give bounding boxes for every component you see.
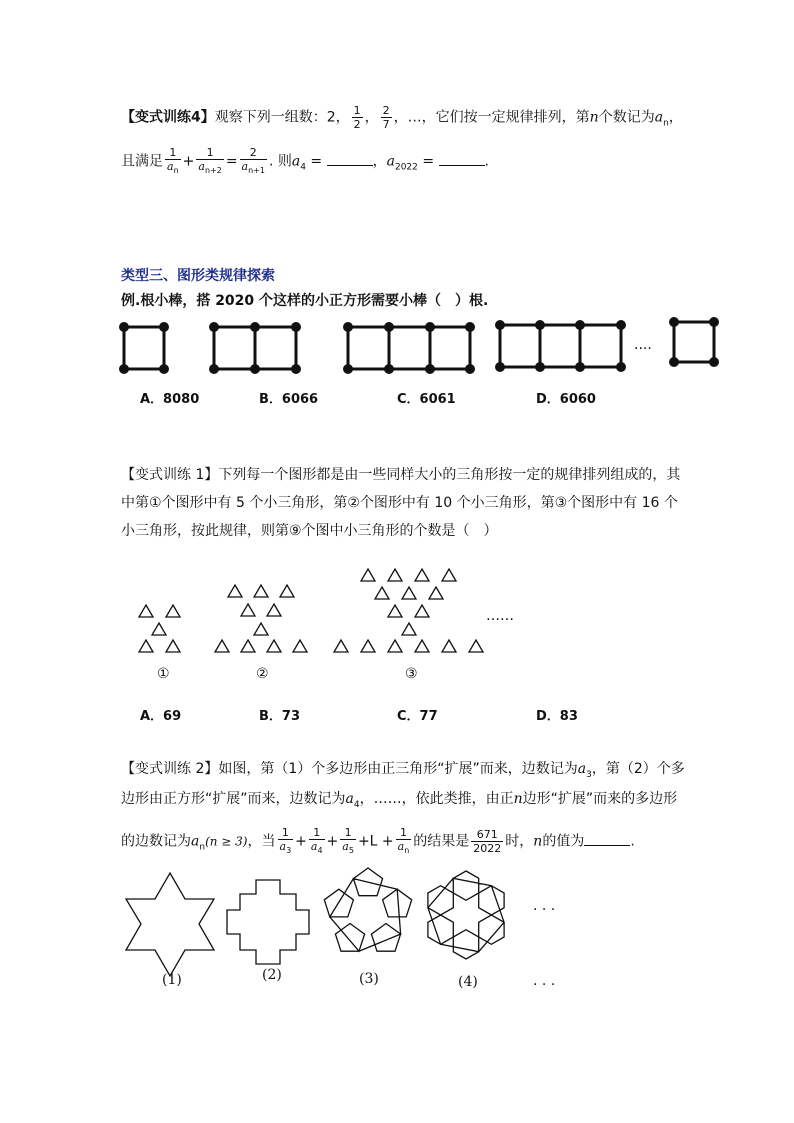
caption-1: (1): [162, 972, 182, 988]
option-b[interactable]: B．6066: [259, 392, 319, 407]
ellipsis: ....: [634, 337, 652, 353]
example-question: 例.根小棒，搭 2020 个这样的小正方形需要小棒（ ）根.: [121, 293, 489, 309]
section-heading: 类型三、图形类规律探索: [121, 268, 275, 284]
problem-2-line-2: 边形由正方形“扩展”而来，边数记为$a_4$，……，依此类推，由正n边形“扩展”而来的多边形: [121, 791, 678, 810]
fraction-a5: $\frac{1}{a_5}$: [342, 826, 354, 856]
fraction-a4: $\frac{1}{a_4}$: [310, 826, 323, 856]
option-d[interactable]: D．83: [536, 709, 578, 724]
option-d[interactable]: D．6060: [536, 392, 596, 407]
ellipsis-top: · · ·: [533, 902, 556, 918]
problem-tag: 【变式训练4】: [121, 109, 215, 126]
fraction-2-7: $\frac{2}{7}$: [382, 104, 390, 131]
ellipsis: ……: [486, 608, 514, 624]
option-b[interactable]: B．73: [259, 709, 300, 724]
problem-1-line-1: 【变式训练 1】下列每一个图形都是由一些同样大小的三角形按一定的规律排列组成的，其: [121, 467, 681, 483]
problem-4-line-2: 且满足 $\frac{1}{a_n}$ + $\frac{1}{a_{n+2}}$ = $\frac{2}{a_{n+1}}$ . 则$a_4$ = ，$a_{2022}$ = .: [121, 146, 489, 176]
equation-term-2: $\frac{1}{a_{n+2}}$: [198, 146, 222, 176]
extended-hexagon-shape: [428, 871, 504, 959]
option-a[interactable]: A．69: [140, 709, 182, 724]
figure-label-2: ②: [256, 666, 269, 682]
caption-2: (2): [262, 967, 282, 983]
equation-term-1: $\frac{1}{a_n}$: [167, 146, 179, 176]
figure-label-1: ①: [157, 666, 170, 682]
problem-1-line-2: 中第①个图形中有 5 个小三角形，第②个图形中有 10 个小三角形，第③个图形中有 16 个: [121, 495, 678, 511]
extended-square-shape: [227, 880, 309, 964]
option-c[interactable]: C．6061: [397, 392, 456, 407]
option-c[interactable]: C．77: [397, 709, 438, 724]
figure-label-3: ③: [405, 666, 418, 682]
caption-3: (3): [359, 971, 379, 987]
option-a[interactable]: A．8080: [140, 392, 200, 407]
fraction-1-2: $\frac{1}{2}$: [353, 104, 361, 131]
equation-term-3: $\frac{2}{a_{n+1}}$: [241, 146, 265, 176]
fraction-a3: $\frac{1}{a_3}$: [279, 826, 292, 856]
fraction-an: $\frac{1}{a_n}$: [397, 826, 410, 856]
fraction-result: $\frac{671}{2022}$: [473, 828, 502, 856]
extended-pentagon-shape: [324, 868, 411, 951]
problem-2-line-3: 的边数记为$a_n(n \ge 3)$，当 $\frac{1}{a_3}$ + $\frac{1}{a_4}$ + $\frac{1}{a_5}$ +L + $\frac{1}{a_n}$ 的结果是 $\frac{671}{2022}$ 时，n的值为 .: [121, 826, 635, 856]
hexagram-shape: [126, 873, 214, 976]
problem-2-line-1: 【变式训练 2】如图，第（1）个多边形由正三角形“扩展”而来，边数记为$a_3$，第（2）个多: [121, 761, 685, 780]
problem-4-line-1: 【变式训练4】观察下列一组数：2， $\frac{1}{2}$ ， $\frac{2}{7}$ ，…，它们按一定规律排列，第n个数记为$a_n$，: [121, 104, 683, 131]
ellipsis-bottom: · · ·: [533, 977, 556, 993]
caption-4: (4): [458, 974, 478, 990]
problem-1-line-3: 小三角形，按此规律，则第⑨个图中小三角形的个数是（ ）: [121, 523, 498, 539]
